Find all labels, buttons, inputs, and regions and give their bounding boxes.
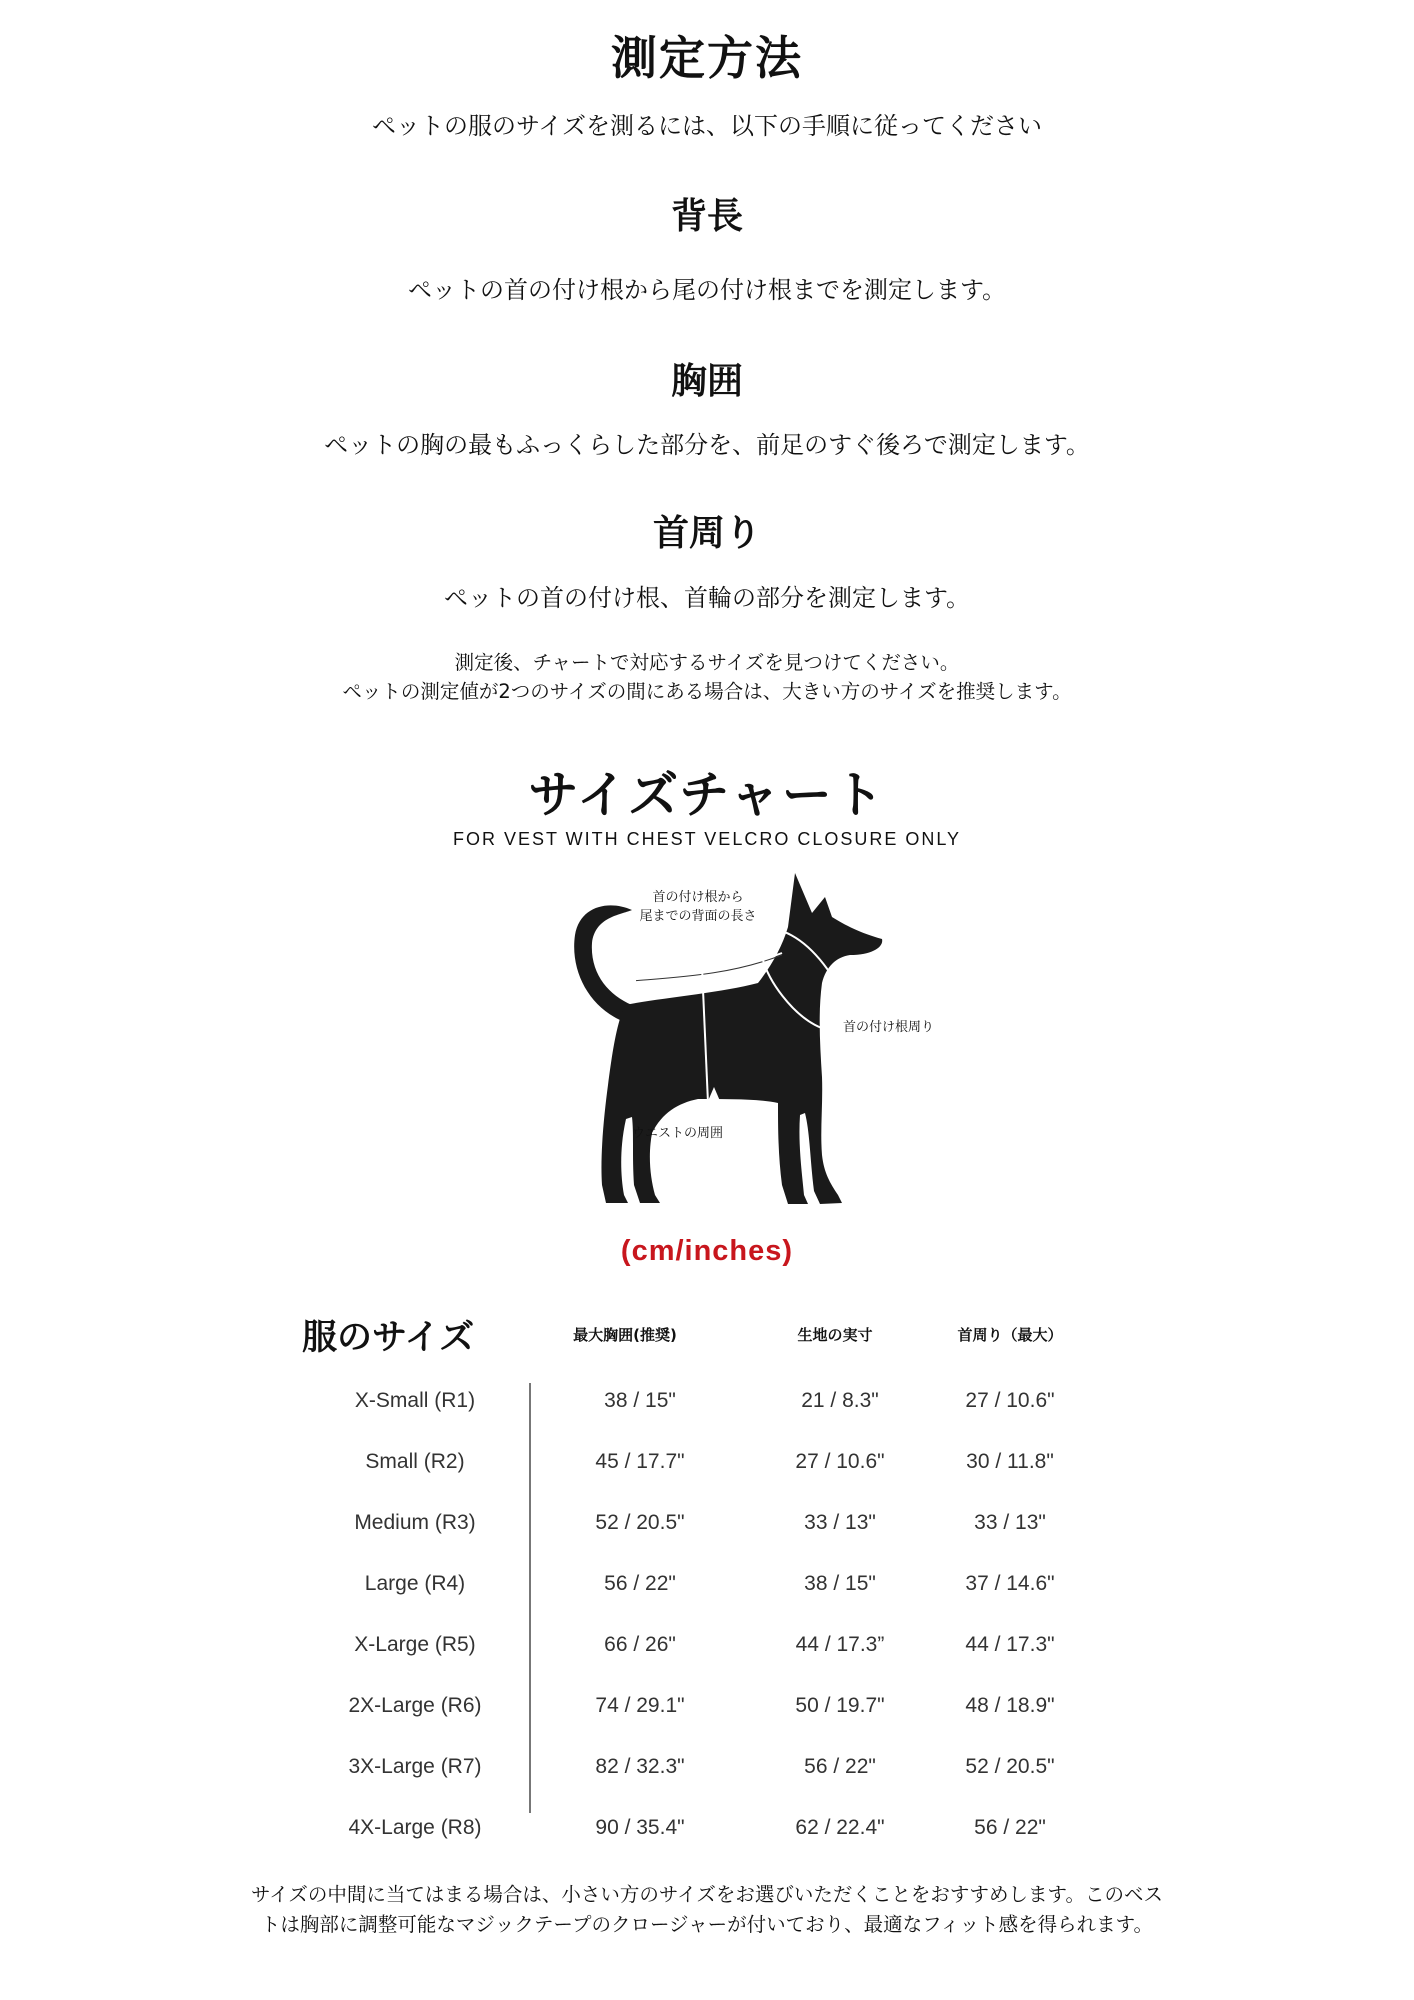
neck-label: 首の付け根周り (843, 1020, 935, 1035)
neck-cell: 33 / 13" (974, 1511, 1046, 1534)
section-text-back-length: ペットの首の付け根から尾の付け根までを測定します。 (407, 276, 1007, 304)
chest-cell: 90 / 35.4" (595, 1816, 685, 1839)
measurement-note (0, 648, 1414, 706)
column-header-neck: 首周り（最大） (957, 1326, 1063, 1344)
neck-cell: 48 / 18.9" (965, 1694, 1055, 1717)
neck-cell: 56 / 22" (974, 1816, 1046, 1839)
fabric-cell: 50 / 19.7" (795, 1694, 885, 1717)
back-length-arrow (632, 953, 782, 979)
fabric-cell: 62 / 22.4" (795, 1816, 885, 1839)
chest-cell: 45 / 17.7" (595, 1450, 685, 1473)
fabric-cell: 21 / 8.3" (801, 1389, 879, 1412)
page-title: 測定方法 (611, 31, 803, 85)
fabric-cell: 38 / 15" (804, 1572, 876, 1595)
footer-line-2: トは胸部に調整可能なマジックテープのクロージャーが付いており、最適なフィット感を得られます。 (260, 1913, 1154, 1936)
column-header-fabric: 生地の実寸 (797, 1326, 873, 1344)
size-cell: Small (R2) (365, 1450, 465, 1473)
size-cell: 3X-Large (R7) (348, 1755, 482, 1778)
neck-cell: 44 / 17.3" (965, 1633, 1055, 1656)
note-line-2: ペットの測定値が2つのサイズの間にある場合は、大きい方のサイズを推奨します。 (342, 680, 1072, 703)
fabric-cell: 27 / 10.6" (795, 1450, 885, 1473)
back-length-label-line-2: 尾までの背面の長さ (639, 909, 757, 924)
table-divider (529, 1383, 531, 1813)
size-chart-title: サイズチャート (528, 766, 886, 824)
size-chart-caption: FOR VEST WITH CHEST VELCRO CLOSURE ONLY (452, 829, 962, 849)
intro-subtitle: ペットの服のサイズを測るには、以下の手順に従ってください (371, 112, 1043, 140)
note-line-1: 測定後、チャートで対応するサイズを見つけてください。 (454, 651, 960, 674)
size-cell: X-Small (R1) (354, 1389, 476, 1412)
section-text-chest: ペットの胸の最もふっくらした部分を、前足のすぐ後ろで測定します。 (324, 431, 1090, 459)
back-length-label (628, 888, 768, 926)
column-header-chest: 最大胸囲(推奨) (573, 1326, 677, 1344)
footer-note (120, 1880, 1294, 1940)
section-title-neck: 首周り (652, 513, 761, 554)
chest-cell: 66 / 26" (604, 1633, 676, 1656)
size-cell: 2X-Large (R6) (348, 1694, 482, 1717)
chest-cell: 56 / 22" (604, 1572, 676, 1595)
size-cell: X-Large (R5) (354, 1633, 476, 1656)
back-length-label-line-1: 首の付け根から (652, 890, 744, 905)
chest-cell: 38 / 15" (604, 1389, 676, 1412)
fabric-cell: 33 / 13" (804, 1511, 876, 1534)
dog-tail-shape (574, 905, 632, 1020)
footer-line-1: サイズの中間に当てはまる場合は、小さい方のサイズをお選びいただくことをおすすめします。このベス (250, 1883, 1164, 1906)
section-title-chest: 胸囲 (670, 361, 743, 402)
size-cell: Medium (R3) (354, 1511, 476, 1534)
units-label: (cm/inches) (620, 1235, 794, 1267)
table-title: 服のサイズ (302, 1318, 475, 1358)
size-cell: 4X-Large (R8) (348, 1816, 482, 1839)
chest-cell: 52 / 20.5" (595, 1511, 685, 1534)
fabric-cell: 44 / 17.3” (795, 1633, 885, 1656)
chest-cell: 82 / 32.3" (595, 1755, 685, 1778)
fabric-cell: 56 / 22" (804, 1755, 876, 1778)
size-cell: Large (R4) (364, 1572, 466, 1595)
neck-cell: 30 / 11.8" (966, 1450, 1054, 1473)
section-title-back-length: 背長 (670, 196, 743, 237)
back-length-arrow-head (624, 973, 636, 986)
chest-cell: 74 / 29.1" (595, 1694, 685, 1717)
neck-cell: 52 / 20.5" (965, 1755, 1055, 1778)
neck-cell: 27 / 10.6" (965, 1389, 1055, 1412)
neck-cell: 37 / 14.6" (965, 1572, 1055, 1595)
waist-label: ウエストの周囲 (632, 1126, 724, 1141)
section-text-neck: ペットの首の付け根、首輪の部分を測定します。 (443, 584, 971, 612)
